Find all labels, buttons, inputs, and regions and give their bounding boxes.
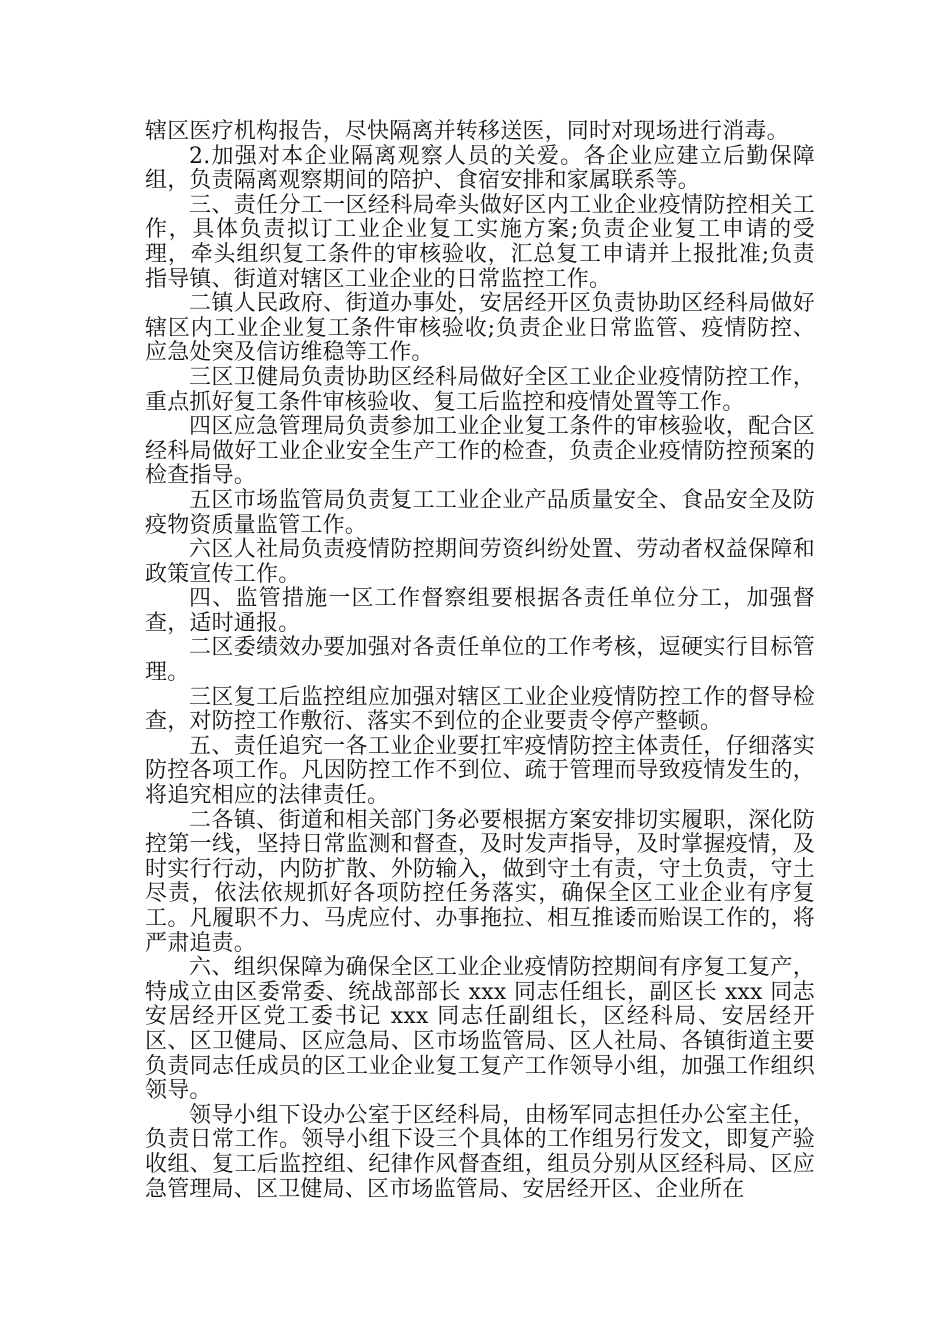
- paragraph-8: 六区人社局负责疫情防控期间劳资纠纷处置、劳动者权益保障和政策宣传工作。: [145, 537, 815, 587]
- paragraph-6: 四区应急管理局负责参加工业企业复工条件的审核验收，配合区经科局做好工业企业安全生产工作的检查，负责企业疫情防控预案的检查指导。: [145, 414, 815, 489]
- paragraph-2: 2.加强对本企业隔离观察人员的关爱。各企业应建立后勤保障组，负责隔离观察期间的陪护、食宿安排和家属联系等。: [145, 143, 815, 194]
- paragraph-13: 二各镇、街道和相关部门务必要根据方案安排切实履职，深化防控第一线，坚持日常监测和督查，及时发声指导，及时掌握疫情，及时实行行动，内防扩散、外防输入，做到守土有责，守土负责，守土尽责，依法依规抓好各项防控任务落实，确保全区工业企业有序复工。凡履职不力、马虎应付、办事拖拉、相互推诿而贻误工作的，将严肃追责。: [145, 807, 815, 956]
- paragraph-14: 六、组织保障为确保全区工业企业疫情防控期间有序复工复产，特成立由区委常委、统战部部长 xxx 同志任组长，副区长 xxx 同志安居经开区党工委书记 xxx 同志任副组长，区经科局、安居经开区、区卫健局、区应急局、区市场监管局、区人社局、各镇街道主要负责同志任成员的区工业企业复工复产工作领导小组，加强工作组织领导。: [145, 955, 815, 1104]
- paragraph-12: 五、责任追究一各工业企业要扛牢疫情防控主体责任，仔细落实防控各项工作。凡因防控工作不到位、疏于管理而导致疫情发生的，将追究相应的法律责任。: [145, 733, 815, 809]
- paragraph-1: 辖区医疗机构报告，尽快隔离并转移送医，同时对现场进行消毒。: [145, 119, 789, 144]
- paragraph-15: 领导小组下设办公室于区经科局，由杨军同志担任办公室主任，负责日常工作。领导小组下设三个具体的工作组另行发文，即复产验收组、复工后监控组、纪律作风督查组，组员分别从区经科局、区应急管理局、区卫健局、区市场监管局、安居经开区、企业所在: [145, 1102, 815, 1202]
- paragraph-10: 二区委绩效办要加强对各责任单位的工作考核，逗硬实行目标管理。: [145, 635, 815, 686]
- paragraph-5: 三区卫健局负责协助区经科局做好全区工业企业疫情防控工作，重点抓好复工条件审核验收、复工后监控和疫情处置等工作。: [145, 364, 815, 415]
- paragraph-7: 五区市场监管局负责复工工业企业产品质量安全、食品安全及防疫物资质量监管工作。: [145, 487, 815, 538]
- paragraph-4: 二镇人民政府、街道办事处，安居经开区负责协助区经科局做好辖区内工业企业复工条件审核验收;负责企业日常监管、疫情防控、应急处突及信访维稳等工作。: [145, 291, 815, 366]
- document-body: [145, 120, 815, 1202]
- paragraph-3: 三、责任分工一区经科局牵头做好区内工业企业疫情防控相关工作，具体负责拟订工业企业复工实施方案;负责企业复工申请的受理，牵头组织复工条件的审核验收，汇总复工申请并上报批准;负责指导镇、街道对辖区工业企业的日常监控工作。: [145, 192, 815, 292]
- paragraph-9: 四、监管措施一区工作督察组要根据各责任单位分工，加强督查，适时通报。: [145, 586, 815, 636]
- paragraph-11: 三区复工后监控组应加强对辖区工业企业疫情防控工作的督导检查，对防控工作敷衍、落实不到位的企业要责令停产整顿。: [145, 684, 815, 735]
